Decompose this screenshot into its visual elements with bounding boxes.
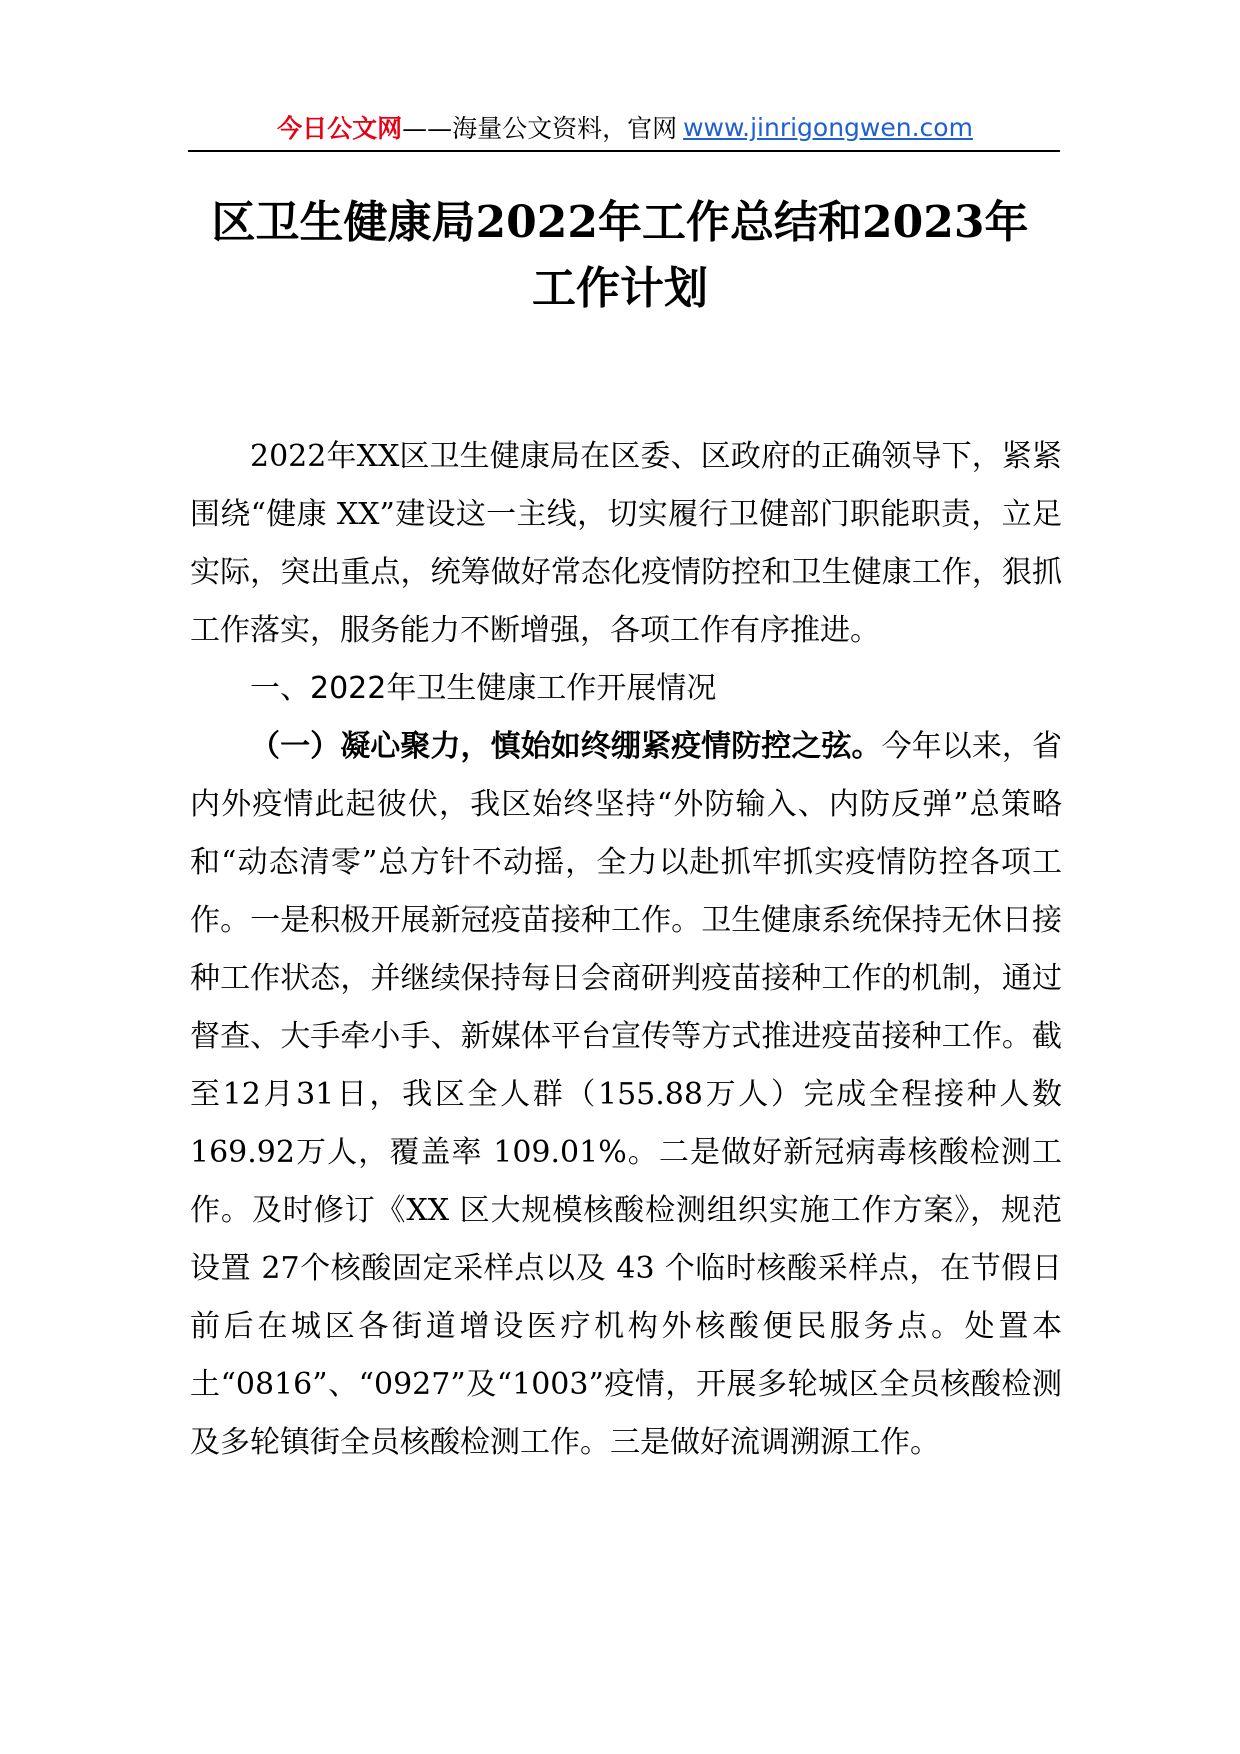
site-brand: 今日公文网 — [277, 114, 403, 143]
site-header — [190, 104, 1060, 150]
title-line-1: 区卫生健康局2022年工作总结和2023年 — [211, 197, 1029, 248]
subsection-text-1: 今年以来，省内外疫情此起彼伏，我区始终坚持“外防输入、内防反弹”总策略和“动态清零”总方针不动摇，全力以赴抓牢抓实疫情防控各项工作。一是积极开展新冠疫苗接种工作。卫生健康系统保持无休日接种工作状态，并继续保持每日会商研判疫苗接种工作的机制，通过督查、大手牵小手、新媒体平台宣传等方式推进疫苗接种工作。截至12月31日，我区全人群（155.88万人）完成全程接种人数169.92万人，覆盖率 109.01%。二是做好新冠病毒核酸检测工作。及时修订《XX 区大规模核酸检测组织实施工作方案》，规范设置 27个核酸固定采样点以及 43 个临时核酸采样点，在节假日前后在城区各街道增设医疗机构外核酸便民服务点。处置本土“0816”、“0927”及“1003”疫情，开展多轮城区全员核酸检测及多轮镇街全员核酸检测工作。三是做好流调溯源工作。 — [190, 729, 1063, 1460]
document-body — [190, 428, 1062, 1472]
section-heading-1: 一、2022年卫生健康工作开展情况 — [250, 671, 717, 706]
title-line-2: 工作计划 — [532, 263, 708, 314]
intro-paragraph: 2022年XX区卫生健康局在区委、区政府的正确领导下，紧紧围绕“健康 XX”建设这一主线，切实履行卫健部门职能职责，立足实际，突出重点，统筹做好常态化疫情防控和卫生健康工作，狠抓工作落实，服务能力不断增强，各项工作有序推进。 — [190, 439, 1062, 648]
document-title — [150, 190, 1090, 322]
subsection-heading-1: （一）凝心聚力，慎始如终绷紧疫情防控之弦。 — [250, 729, 882, 764]
header-divider — [188, 150, 1060, 152]
site-tagline: ——海量公文资料，官网 — [402, 114, 678, 143]
site-url-link[interactable]: www.jinrigongwen.com — [683, 112, 973, 142]
subsection-paragraph-1 — [190, 718, 1062, 1472]
